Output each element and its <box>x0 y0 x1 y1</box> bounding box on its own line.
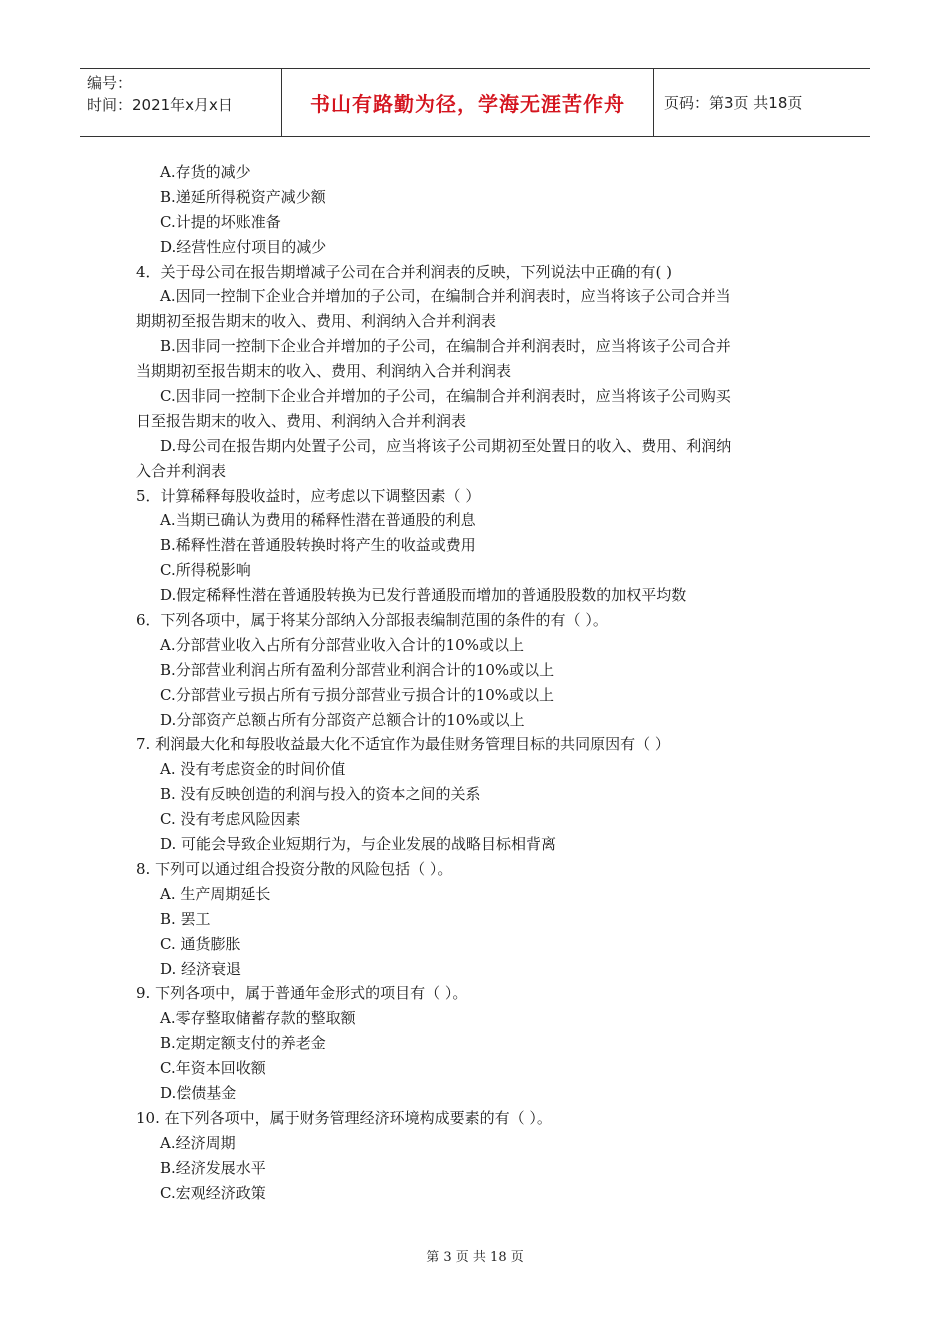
answer-option: C.年资本回收额 <box>160 1059 266 1078</box>
header-meta <box>80 69 282 136</box>
answer-option: A.因同一控制下企业合并增加的子公司，在编制合并利润表时，应当将该子公司合并当 <box>160 287 731 306</box>
answer-option: D. 可能会导致企业短期行为，与企业发展的战略目标相背离 <box>160 835 557 854</box>
answer-option: A. 生产周期延长 <box>160 884 271 903</box>
question-stem: 7. 利润最大化和每股收益最大化不适宜作为最佳财务管理目标的共同原因有（ ） <box>136 735 670 754</box>
answer-option: B. 罢工 <box>160 909 211 928</box>
question-stem: 6．下列各项中，属于将某分部纳入分部报表编制范围的条件的有（ ）。 <box>136 611 608 630</box>
answer-option: B. 没有反映创造的利润与投入的资本之间的关系 <box>160 785 481 804</box>
answer-option: A. 没有考虑资金的时间价值 <box>160 760 346 779</box>
answer-option: C.宏观经济政策 <box>160 1183 266 1202</box>
page-header <box>80 68 870 137</box>
question-stem: 9. 下列各项中，属于普通年金形式的项目有（ ）。 <box>136 984 468 1003</box>
answer-option: D. 经济衰退 <box>160 959 242 978</box>
answer-option: C. 没有考虑风险因素 <box>160 810 301 829</box>
answer-option: D.母公司在报告期内处置子公司，应当将该子公司期初至处置日的收入、费用、利润纳 <box>160 436 732 455</box>
answer-option: B.因非同一控制下企业合并增加的子公司，在编制合并利润表时，应当将该子公司合并 <box>160 337 731 356</box>
question-stem: 8. 下列可以通过组合投资分散的风险包括（ ）。 <box>136 859 453 878</box>
question-stem: 5．计算稀释每股收益时，应考虑以下调整因素（ ） <box>136 486 481 505</box>
answer-option: B.递延所得税资产减少额 <box>160 187 326 206</box>
answer-option: D.偿债基金 <box>160 1083 237 1102</box>
answer-option: C.因非同一控制下企业合并增加的子公司，在编制合并利润表时，应当将该子公司购买 <box>160 387 731 406</box>
option-continuation: 当期期初至报告期末的收入、费用、利润纳入合并利润表 <box>136 362 512 381</box>
question-stem: 4．关于母公司在报告期增减子公司在合并利润表的反映，下列说法中正确的有( ) <box>136 262 673 281</box>
answer-option: B.分部营业利润占所有盈利分部营业利润合计的10%或以上 <box>160 660 555 679</box>
page-footer: 第 3 页 共 18 页 <box>426 1250 524 1265</box>
document-date: 时间：2021年x月x日 <box>87 96 233 114</box>
answer-option: C.计提的坏账准备 <box>160 212 281 231</box>
answer-option: D.假定稀释性潜在普通股转换为已发行普通股而增加的普通股股数的加权平均数 <box>160 586 687 605</box>
option-continuation: 日至报告期末的收入、费用、利润纳入合并利润表 <box>136 411 467 430</box>
answer-option: B.稀释性潜在普通股转换时将产生的收益或费用 <box>160 536 476 555</box>
answer-option: D.分部资产总额占所有分部资产总额合计的10%或以上 <box>160 710 525 729</box>
answer-option: B.定期定额支付的养老金 <box>160 1034 326 1053</box>
option-continuation: 期期初至报告期末的收入、费用、利润纳入合并利润表 <box>136 312 497 331</box>
answer-option: C. 通货膨胀 <box>160 934 241 953</box>
header-motto: 书山有路勤为径，学海无涯苦作舟 <box>282 69 654 136</box>
header-page-number: 页码：第3页 共18页 <box>664 94 803 112</box>
answer-option: A.零存整取储蓄存款的整取额 <box>160 1009 356 1028</box>
answer-option: A.经济周期 <box>160 1133 236 1152</box>
answer-option: D.经营性应付项目的减少 <box>160 237 327 256</box>
answer-option: A.存货的减少 <box>160 163 251 181</box>
document-body <box>136 160 826 1205</box>
answer-option: B.经济发展水平 <box>160 1158 266 1177</box>
question-stem: 10. 在下列各项中，属于财务管理经济环境构成要素的有（ ）。 <box>136 1108 552 1127</box>
answer-option: A.分部营业收入占所有分部营业收入合计的10%或以上 <box>160 635 524 654</box>
answer-option: C.所得税影响 <box>160 561 251 580</box>
option-continuation: 入合并利润表 <box>136 461 227 480</box>
document-number: 编号： <box>87 74 133 92</box>
answer-option: A.当期已确认为费用的稀释性潜在普通股的利息 <box>160 511 476 530</box>
answer-option: C.分部营业亏损占所有亏损分部营业亏损合计的10%或以上 <box>160 685 555 704</box>
